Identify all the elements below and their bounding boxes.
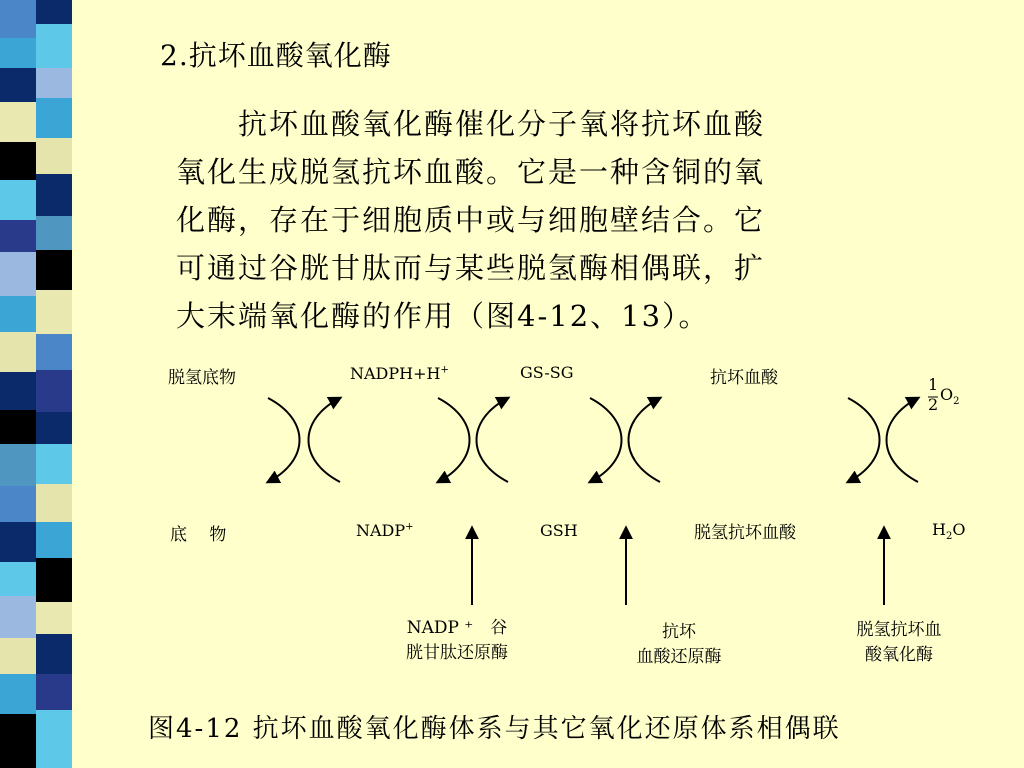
label-dehydroascorbic-acid: 脱氢抗坏血酸 xyxy=(694,523,796,543)
enzyme-dehydroascorbate-oxidase xyxy=(834,618,964,668)
label-ascorbic-acid: 抗坏血酸 xyxy=(710,368,778,388)
label-water: $H_2O$ xyxy=(932,520,966,543)
label-nadph: NADPH+H+ xyxy=(350,364,449,383)
enzyme-label-line: 胱甘肽还原酶 xyxy=(406,643,508,663)
reaction-arc-right xyxy=(477,398,509,482)
enzyme-label-line: NADP ⁺ 谷 xyxy=(406,618,508,638)
enzyme-label-line: 酸氧化酶 xyxy=(865,645,933,665)
enzyme-label-line: 血酸还原酶 xyxy=(636,647,722,667)
label-gssg: GS-SG xyxy=(520,363,574,382)
reaction-arc-left xyxy=(438,398,470,482)
label-substrate: 底 物 xyxy=(170,525,227,545)
enzyme-glutathione-reductase xyxy=(382,616,532,666)
reaction-arc-right xyxy=(629,398,661,482)
reaction-arc-left xyxy=(848,398,880,482)
paragraph-line: 大末端氧化酶的作用（图4-12、13）。 xyxy=(176,299,710,333)
enzyme-label-line: 抗坏 xyxy=(662,622,696,642)
enzyme-ascorbate-reductase xyxy=(614,620,744,670)
paragraph-line: 抗坏血酸氧化酶催化分子氧将抗坏血酸 xyxy=(176,107,766,141)
label-gsh: GSH xyxy=(540,521,578,540)
paragraph-line: 化酶，存在于细胞质中或与细胞壁结合。它 xyxy=(176,203,766,237)
paragraph-line: 氧化生成脱氢抗坏血酸。它是一种含铜的氧 xyxy=(176,155,766,189)
reaction-arc-right xyxy=(887,398,919,482)
reaction-arc-left xyxy=(268,398,300,482)
enzyme-label-line: 脱氢抗坏血 xyxy=(856,620,942,640)
reaction-arc-right xyxy=(309,398,341,482)
label-dehydrogenated-substrate: 脱氢底物 xyxy=(168,368,236,388)
reaction-arc-left xyxy=(590,398,622,482)
figure-caption: 图4-12 抗坏血酸氧化酶体系与其它氧化还原体系相偶联 xyxy=(148,714,841,744)
slide-heading: 2.抗坏血酸氧化酶 xyxy=(160,39,392,72)
paragraph-line: 可通过谷胱甘肽而与某些脱氢酶相偶联，扩 xyxy=(176,251,766,285)
label-nadp: NADP+ xyxy=(356,521,414,540)
